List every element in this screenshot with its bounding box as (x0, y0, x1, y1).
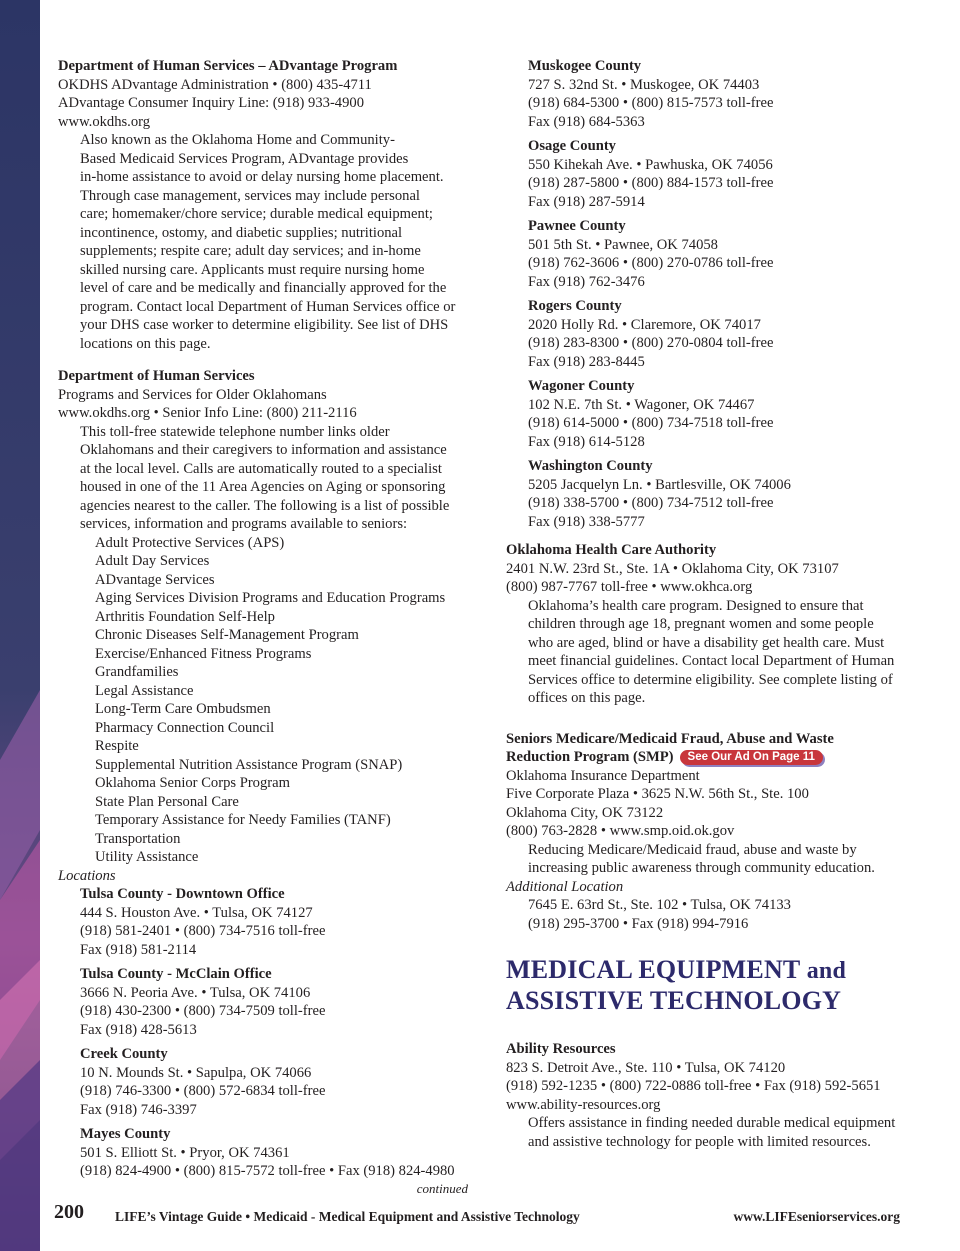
page-footer (0, 1201, 960, 1231)
entry-title: Ability Resources (506, 1041, 616, 1057)
list-item: Chronic Diseases Self-Management Program (95, 627, 359, 643)
location-entry: Washington County 5205 Jacquelyn Ln. • Bartlesville, OK 74006 (918) 338-5700 • (800) 734-7512 toll-free Fax (918) 338-5777 (528, 458, 791, 530)
locations-list (58, 885, 468, 1181)
entry-title: Oklahoma Health Care Authority (506, 542, 717, 558)
footer-guide-title: LIFE’s Vintage Guide • Medicaid - Medical Equipment and Assistive Technology (115, 1209, 580, 1224)
smp-entry: Seniors Medicare/Medicaid Fraud, Abuse and Waste Reduction Program (SMP) See Our Ad On Page 11 Oklahoma Insurance Department Five Corporate Plaza • 3625 N.W. 56th St., Ste. 100 Oklahoma City, OK 73122 (800) 763-2828 • www.smp.oid.ok.gov Reducing Medicare/Medicaid fraud, abuse and waste by increasing public awareness through community education. Additional Location 7645 E. 63rd St., Ste. 102 • Tulsa, OK 74133 (918) 295-3700 • Fax (918) 994-7916 (506, 730, 906, 934)
entry-title: Department of Human Services (58, 368, 255, 384)
entry-title: Seniors Medicare/Medicaid Fraud, Abuse and Waste (506, 730, 834, 747)
location-entry: Tulsa County - Downtown Office 444 S. Houston Ave. • Tulsa, OK 74127 (918) 581-2401 • (800) 734-7516 toll-free Fax (918) 581-2114 (80, 886, 326, 958)
page-number: 200 (54, 1201, 84, 1223)
right-column-lower (506, 541, 906, 1151)
entry-line: Programs and Services for Older Oklahomans (58, 386, 327, 403)
location-entry: Muskogee County 727 S. 32nd St. • Muskogee, OK 74403 (918) 684-5300 • (800) 815-7573 toll-free Fax (918) 684-5363 (528, 58, 774, 130)
county-list (528, 57, 898, 531)
section-heading: MEDICAL EQUIPMENT and ASSISTIVE TECHNOLOGY (506, 955, 847, 1015)
entry-description: Reducing Medicare/Medicaid fraud, abuse and waste by increasing public awareness through community education. (528, 841, 875, 876)
entry-description: Also known as the Oklahoma Home and Community- Based Medicaid Services Program, ADvantage provides in-home assistance to avoid or delay nursing home placement. Through case management, services may include personal care; homemaker/chore service; durable medical equipment; incontinence, ostomy, and diabetic supplies; nutritional supplements; respite care; adult day services; and in-home skilled nursing care. Applicants must require nursing home level of care and be medically and financially approved for the program. Contact local Department of Human Services office or your DHS case worker to determine eligibility. See list of DHS locations on this page. (80, 132, 456, 352)
list-item: Transportation (95, 830, 181, 847)
ohca-entry: Oklahoma Health Care Authority 2401 N.W. 23rd St., Ste. 1A • Oklahoma City, OK 73107 (800) 987-7767 toll-free • www.okhca.org Oklahoma’s health care program. Designed to ensure that children through age 18, pregnant women and some people who are aged, blind or have a disability get health care. Must meet financial guidelines. Contact local Department of Human Services office to determine eligibility. See complete listing of offices on this page. (506, 541, 906, 708)
additional-location: 7645 E. 63rd St., Ste. 102 • Tulsa, OK 74133 (918) 295-3700 • Fax (918) 994-7916 (528, 897, 791, 932)
left-column (58, 57, 468, 1196)
entry-line: ADvantage Consumer Inquiry Line: (918) 933-4900 (58, 95, 364, 111)
services-list (58, 534, 468, 867)
location-entry: Mayes County 501 S. Elliott St. • Pryor, OK 74361 (918) 824-4900 • (800) 815-7572 toll-free • Fax (918) 824-4980 (80, 1126, 455, 1179)
list-item: Respite (95, 738, 139, 754)
list-item: Temporary Assistance for Needy Families (TANF) (95, 812, 391, 828)
location-entry: Pawnee County 501 5th St. • Pawnee, OK 74058 (918) 762-3606 • (800) 270-0786 toll-free Fax (918) 762-3476 (528, 218, 774, 290)
list-item: Long-Term Care Ombudsmen (95, 701, 271, 717)
list-item: Legal Assistance (95, 682, 194, 699)
list-item: Arthritis Foundation Self-Help (95, 608, 275, 625)
list-item: Supplemental Nutrition Assistance Program (SNAP) (95, 756, 403, 773)
list-item: State Plan Personal Care (95, 793, 239, 810)
location-entry: Osage County 550 Kihekah Ave. • Pawhuska, OK 74056 (918) 287-5800 • (800) 884-1573 toll-free Fax (918) 287-5914 (528, 138, 774, 210)
entry-title: Department of Human Services – ADvantage Program (58, 58, 398, 74)
list-item: Exercise/Enhanced Fitness Programs (95, 645, 312, 662)
location-entry: Rogers County 2020 Holly Rd. • Claremore, OK 74017 (918) 283-8300 • (800) 270-0804 toll-free Fax (918) 283-8445 (528, 298, 774, 370)
dhs-entry (58, 367, 468, 1196)
entry-title-cont: Reduction Program (SMP) (506, 749, 674, 765)
decorative-side-art (0, 0, 40, 1251)
dhs-advantage-entry (58, 57, 468, 353)
list-item: Adult Day Services (95, 553, 210, 569)
entry-description: Offers assistance in finding needed durable medical equipment and assistive technology for people with limited resources. (528, 1115, 896, 1150)
list-item: Pharmacy Connection Council (95, 719, 275, 736)
locations-label: Locations (58, 867, 116, 884)
entry-website: www.okdhs.org (58, 113, 151, 130)
list-item: Oklahoma Senior Corps Program (95, 775, 290, 791)
location-entry: Tulsa County - McClain Office 3666 N. Peoria Ave. • Tulsa, OK 74106 (918) 430-2300 • (800) 734-7509 toll-free Fax (918) 428-5613 (80, 966, 326, 1038)
ability-resources-entry: Ability Resources 823 S. Detroit Ave., Ste. 110 • Tulsa, OK 74120 (918) 592-1235 • (800) 722-0886 toll-free • Fax (918) 592-5651 www.ability-resources.org Offers assistance in finding needed durable medical equipment and assistive technology for people with limited resources. (506, 1040, 906, 1151)
continued-note: continued (416, 1180, 468, 1196)
location-entry: Creek County 10 N. Mounds St. • Sapulpa, OK 74066 (918) 746-3300 • (800) 572-6834 toll-free Fax (918) 746-3397 (80, 1046, 326, 1118)
list-item: ADvantage Services (95, 571, 215, 588)
footer-website: www.LIFEseniorservices.org (733, 1209, 900, 1224)
entry-website: www.ability-resources.org (506, 1096, 661, 1113)
entry-description: Oklahoma’s health care program. Designed to ensure that children through age 18, pregnant women and some people who are aged, blind or have a disability get health care. Must meet financial guidelines. Contact local Department of Human Services office to determine eligibility. See complete listing of offices on this page. (528, 597, 895, 706)
list-item: Utility Assistance (95, 849, 199, 865)
list-item: Grandfamilies (95, 664, 179, 680)
additional-location-label: Additional Location (506, 878, 624, 895)
entry-line: www.okdhs.org • Senior Info Line: (800) 211-2116 (58, 405, 357, 421)
list-item: Aging Services Division Programs and Education Programs (95, 590, 446, 606)
entry-description: This toll-free statewide telephone number links older Oklahomans and their caregivers to information and assistance at the local level. Calls are automatically routed to a specialist housed in one of the 11 Area Agencies on Aging or sponsoring agencies nearest to the caller. The following is a list of possible services, information and programs available to seniors: (80, 423, 450, 532)
ad-page-badge: See Our Ad On Page 11 (680, 750, 823, 765)
entry-line: OKDHS ADvantage Administration • (800) 435-4711 (58, 76, 372, 93)
list-item: Adult Protective Services (APS) (95, 534, 285, 551)
location-entry: Wagoner County 102 N.E. 7th St. • Wagoner, OK 74467 (918) 614-5000 • (800) 734-7518 toll-free Fax (918) 614-5128 (528, 378, 774, 450)
